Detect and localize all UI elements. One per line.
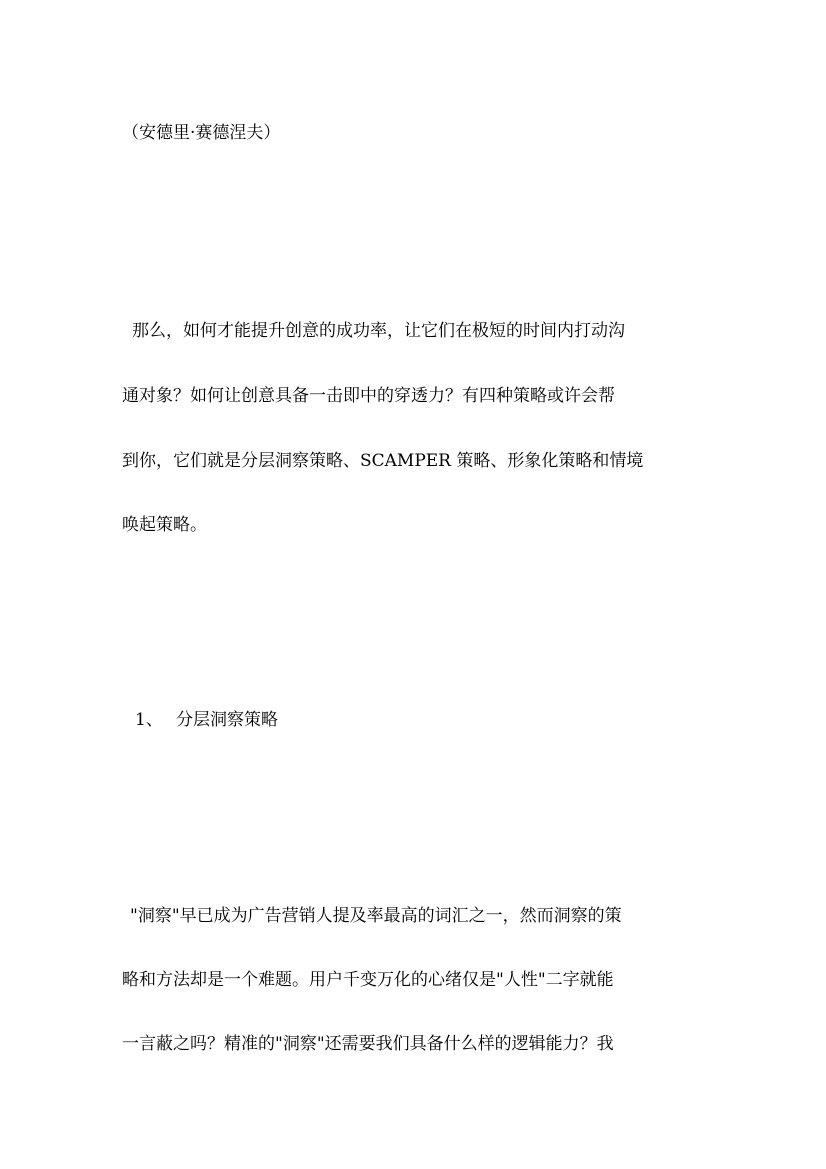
- insight-line-1: "洞察"早已成为广告营销人提及率最高的词汇之一，然而洞察的策: [130, 906, 622, 926]
- insight-line-2: 略和方法却是一个难题。用户千变万化的心绪仅是"人性"二字就能: [122, 970, 614, 990]
- attribution: （安德里·赛德涅夫）: [122, 123, 281, 143]
- intro-line-1: 那么，如何才能提升创意的成功率，让它们在极短的时间内打动沟: [132, 321, 625, 341]
- intro-line-4: 唤起策略。: [122, 515, 207, 535]
- section-number: 1、: [135, 710, 163, 730]
- insight-line-3: 一言蔽之吗？精准的"洞察"还需要我们具备什么样的逻辑能力？我: [122, 1034, 614, 1054]
- intro-line-2: 通对象？如何让创意具备一击即中的穿透力？有四种策略或许会帮: [122, 386, 615, 406]
- intro-line-3: 到你，它们就是分层洞察策略、SCAMPER 策略、形象化策略和情境: [122, 451, 644, 471]
- section-title: 分层洞察策略: [176, 710, 278, 730]
